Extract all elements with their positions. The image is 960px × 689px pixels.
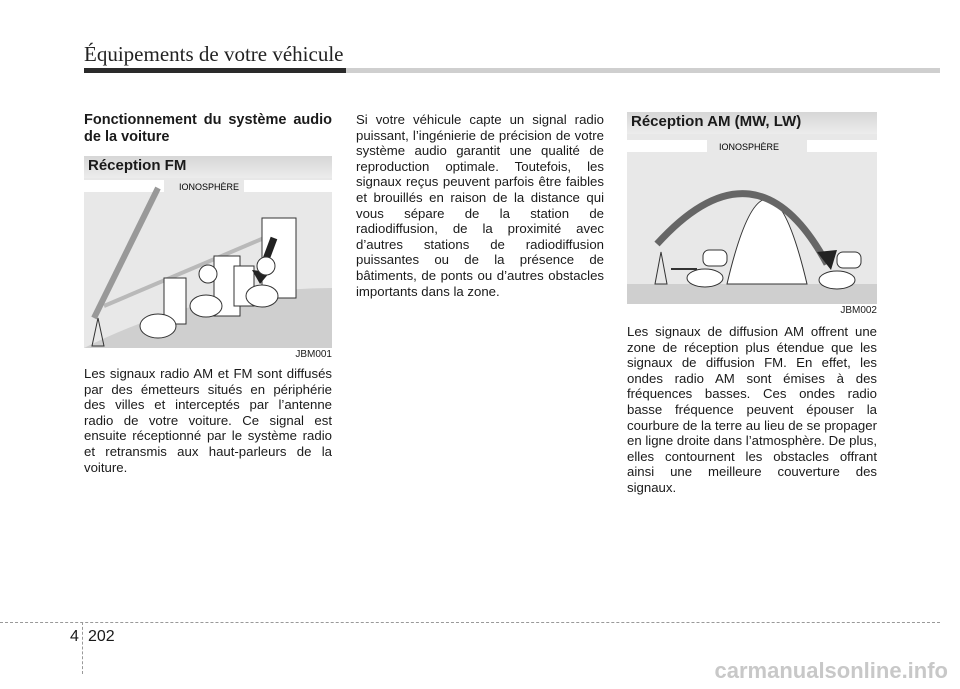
- ionosphere-label: IONOSPHÈRE: [719, 142, 780, 152]
- column-1: [84, 112, 332, 475]
- am-reception-figure: [627, 112, 877, 317]
- section-heading: Fonctionnement du système audio de la voiture: [84, 112, 332, 145]
- fm-reception-illustration: [84, 178, 332, 348]
- figure-title: Réception FM: [88, 157, 187, 174]
- body-paragraph: Les signaux de diffusion AM offrent une zone de réception plus étendue que les signaux de diffusion FM. En effet, les ondes radio AM sont émises à des fréquences basses. Ces ondes radio basse fréquence peuvent épouser la courbure de la terre au lieu de se propager en ligne droite dans l’atmosphère. De plus, elles contournent les obstacles offrant ainsi une meilleure couverture des signaux.: [627, 324, 877, 495]
- page-header-title: Équipements de votre véhicule: [84, 42, 344, 66]
- ionosphere-label: IONOSPHÈRE: [179, 182, 240, 192]
- fm-reception-figure: [84, 156, 332, 361]
- watermark: carmanualsonline.info: [714, 658, 948, 683]
- column-3: [627, 112, 877, 496]
- figure-code: JBM001: [295, 349, 332, 361]
- header-rule: [84, 68, 940, 73]
- figure-title: Réception AM (MW, LW): [631, 113, 802, 130]
- figure-code: JBM002: [840, 305, 877, 317]
- chapter-number: 4: [70, 628, 79, 645]
- body-paragraph: Si votre véhicule capte un signal radio puissant, l’ingénierie de précision de votre système audio garantit une qualité de reproduction optimale. Toutefois, les signaux reçus peuvent parfois être faibles et brouillés en raison de la distance qui vous sépare de la station de radiodiffusion, de la proximité avec d’autres stations de radiodiffusion puissantes ou de la présence de bâtiments, de ponts ou d’autres obstacles importants dans la zone.: [356, 112, 604, 299]
- am-reception-illustration: [627, 134, 877, 304]
- body-paragraph: Les signaux radio AM et FM sont diffusés par des émetteurs situés en périphérie des villes et interceptés par l’antenne radio de votre voiture. Ce signal est ensuite réceptionné par le système radio et retransmis aux haut-parleurs de la voiture.: [84, 366, 332, 475]
- column-2: [356, 112, 604, 299]
- footer-rule: [0, 622, 940, 623]
- page-number: 202: [88, 628, 115, 645]
- footer-divider: [82, 622, 83, 674]
